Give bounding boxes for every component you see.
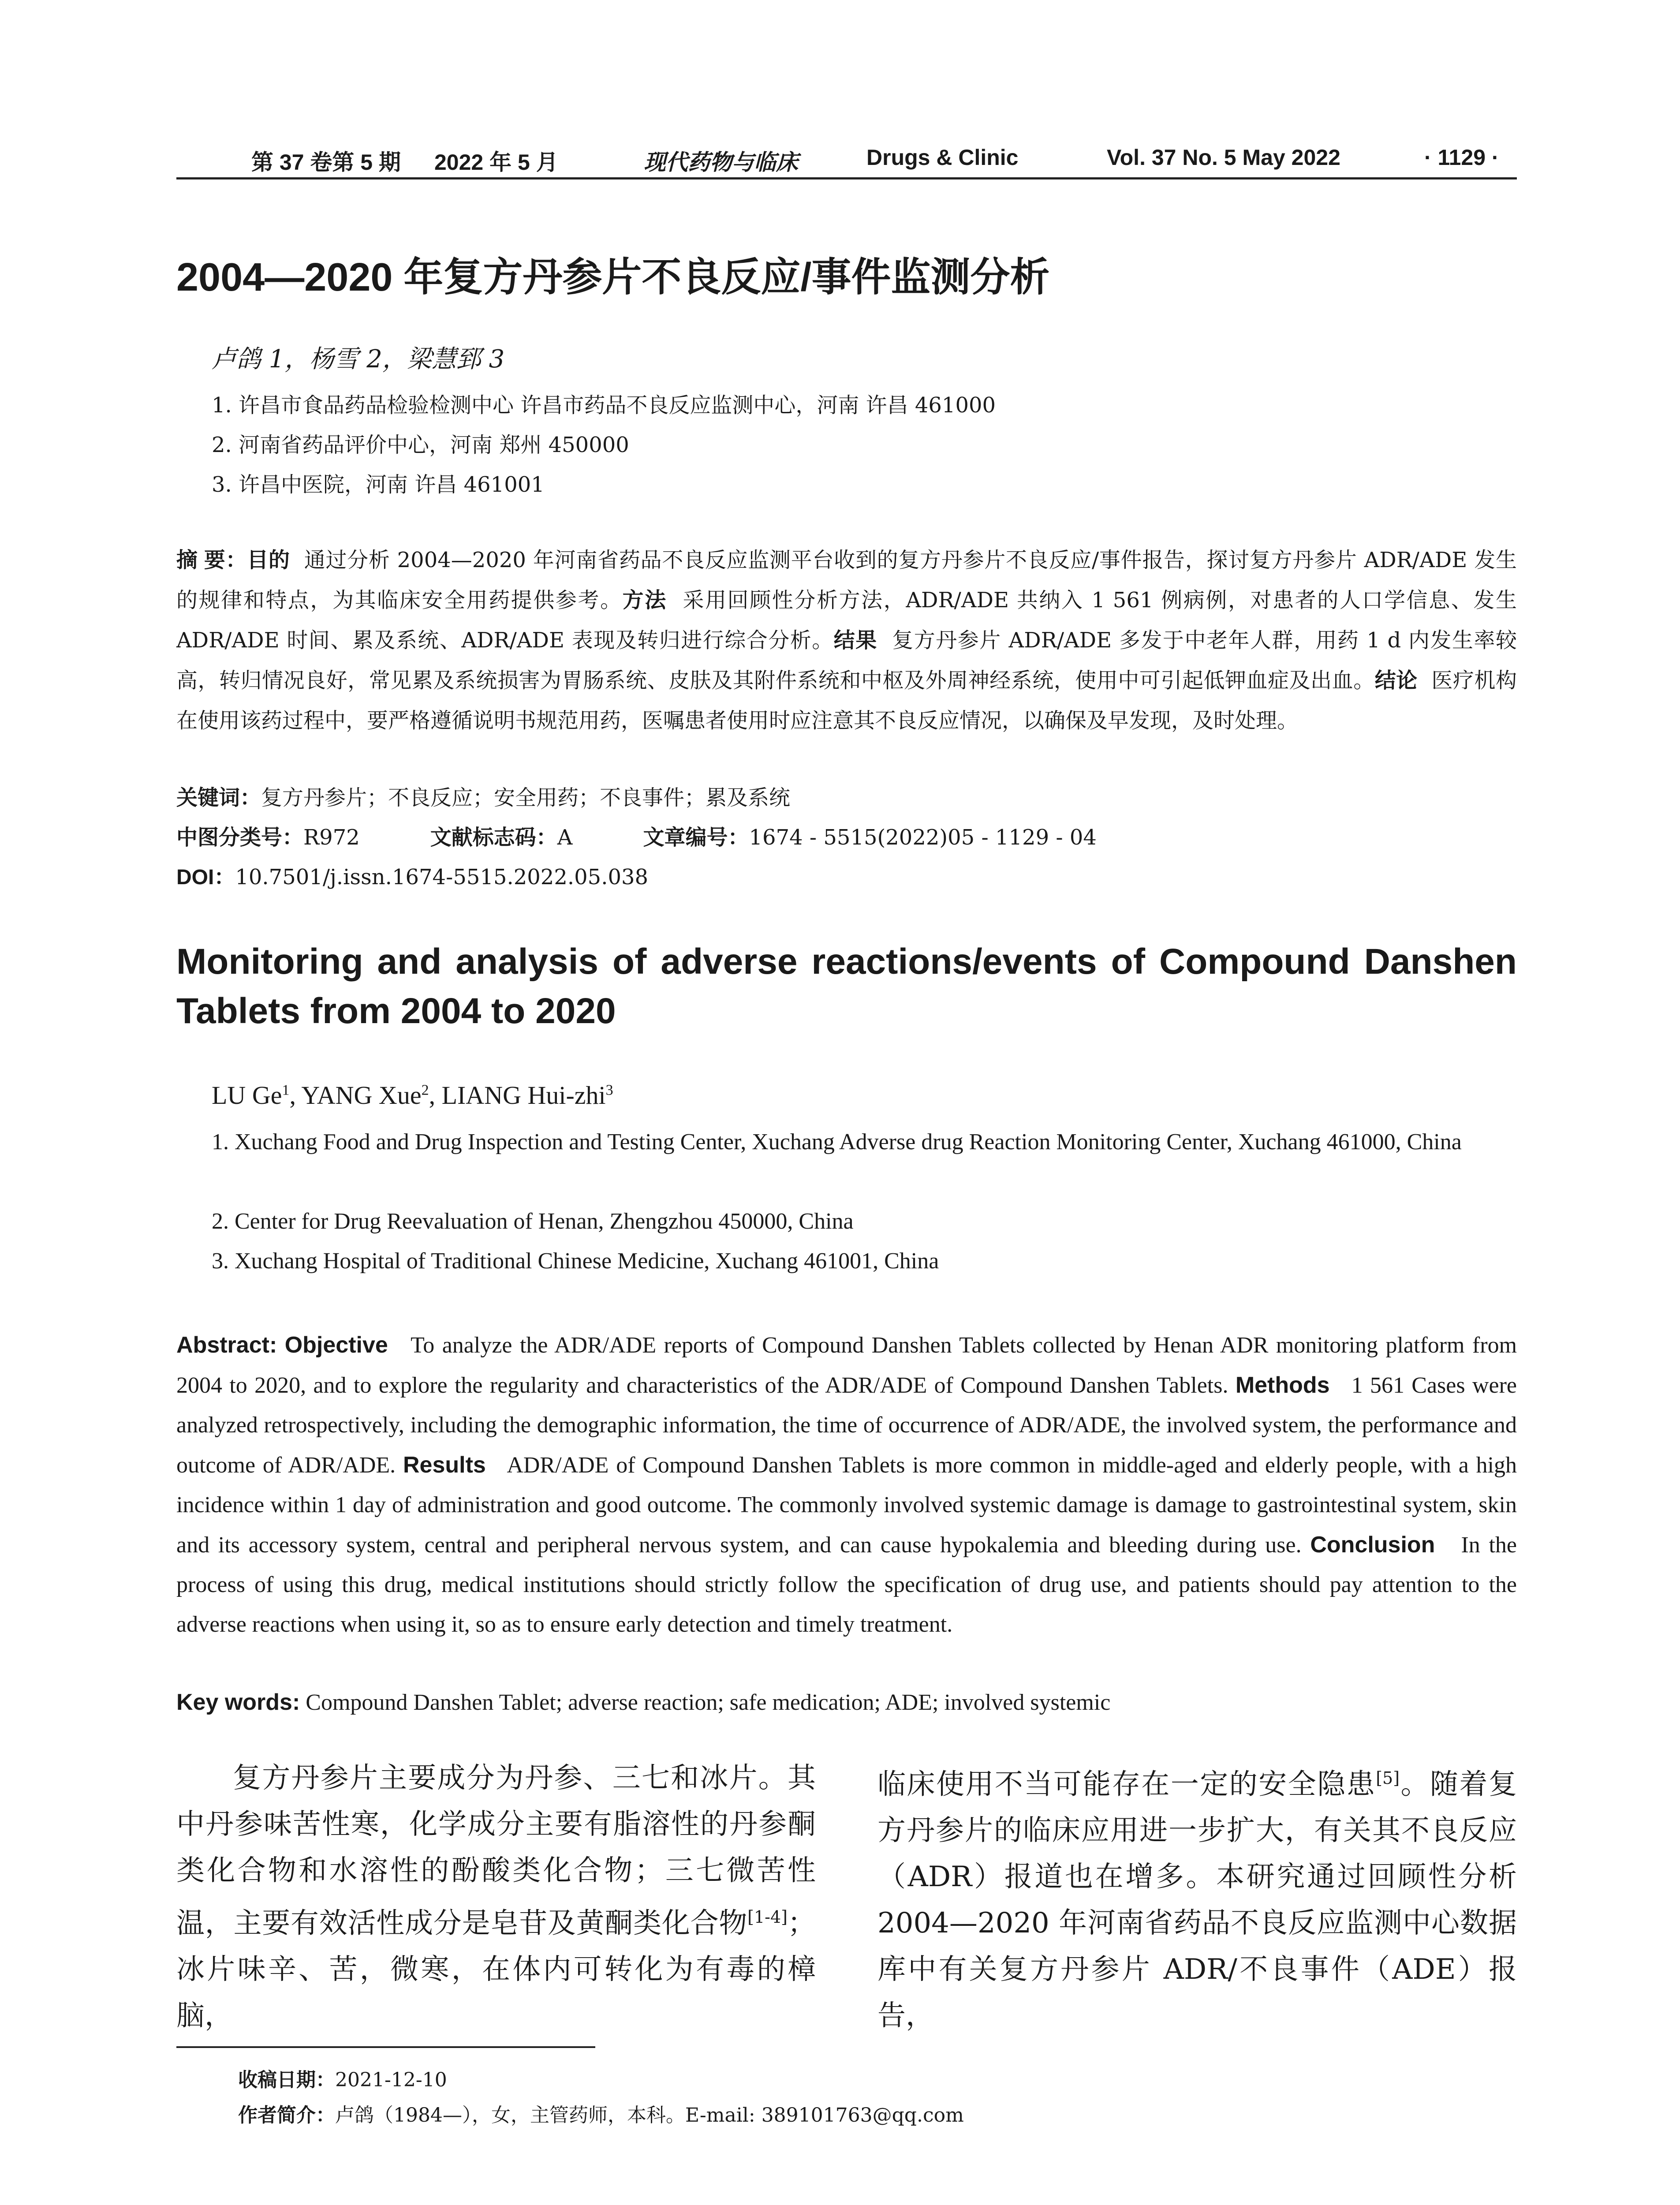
footnote-rule xyxy=(176,2046,595,2048)
author-bio-label: 作者简介： xyxy=(238,2104,335,2126)
running-header xyxy=(176,140,1517,180)
abstract-cn-results: 复方丹参片 ADR/ADE 多发于中老年人群，用药 1 d 内发生率较高，转归情况良好，常见累及系统损害为胃肠系统、皮肤及其附件系统和中枢及外周神经系统，使用中可引起低钾血症及出血。 xyxy=(176,628,1517,693)
abstract-en-results-label: Results xyxy=(403,1452,486,1478)
author-en-1-sup: 1 xyxy=(282,1082,290,1099)
doi-value[interactable]: 10.7501/j.issn.1674-5515.2022.05.038 xyxy=(235,865,649,889)
abstract-cn-methods: 采用回顾性分析方法，ADR/ADE 共纳入 1 561 例病例，对患者的人口学信息、发生 ADR/ADE 时间、累及系统、ADR/ADE 表现及转归进行综合分析。 xyxy=(176,588,1517,653)
affiliation-en-1: 1. Xuchang Food and Drug Inspection and Testing Center, Xuchang Adverse drug Reaction Monitoring Center, Xuchang 461000, China xyxy=(212,1129,1462,1155)
article-number-value: 1674 - 5515(2022)05 - 1129 - 04 xyxy=(749,825,1097,850)
footnote-received xyxy=(238,2064,447,2092)
abstract-cn-objective-label: 目的 xyxy=(247,549,290,572)
header-volume-issue-cn: 第 37 卷第 5 期 xyxy=(251,150,401,175)
keywords-en-text: Compound Danshen Tablet; adverse reaction; safe medication; ADE; involved systemic xyxy=(306,1690,1111,1715)
abstract-en-label: Abstract: xyxy=(176,1332,277,1358)
author-en-3-sup: 3 xyxy=(605,1082,613,1099)
body-left-citation: [1-4] xyxy=(747,1907,788,1927)
affiliation-cn-1: 1. 许昌市食品药品检验检测中心 许昌市药品不良反应监测中心，河南 许昌 461000 xyxy=(212,393,996,418)
authors-en: LU Ge$^1$, YANG Xue$^2$, LIANG Hui-zhi$^3$ xyxy=(212,1081,613,1110)
body-right-citation: [5] xyxy=(1376,1768,1400,1788)
abstract-cn-objective: 通过分析 2004—2020 年河南省药品不良反应监测平台收到的复方丹参片不良反应/事件报告，探讨复方丹参片 ADR/ADE 发生的规律和特点，为其临床安全用药提供参考。 xyxy=(176,548,1517,613)
keywords-cn xyxy=(176,781,790,811)
received-label: 收稿日期： xyxy=(238,2069,335,2091)
body-left-text-2: ；冰片味辛、苦，微寒，在体内可转化为有毒的樟脑， xyxy=(176,1907,816,2033)
body-right-text-2: 。随着复方丹参片的临床应用进一步扩大，有关其不良反应（ADR）报道也在增多。本研究通过回顾性分析 2004—2020 年河南省药品不良反应监测中心数据库中有关复方丹参片 ADR/不良事件（ADE）报告， xyxy=(877,1768,1517,2033)
author-en-2-sup: 2 xyxy=(421,1082,429,1099)
abstract-cn-label: 摘 要： xyxy=(176,549,247,572)
doi-line xyxy=(176,860,648,890)
affiliation-en-2: 2. Center for Drug Reevaluation of Henan, Zhengzhou 450000, China xyxy=(212,1209,854,1234)
author-en-2: YANG Xue xyxy=(301,1081,422,1110)
article-number-label: 文章编号： xyxy=(643,826,749,849)
author-en-3: LIANG Hui-zhi xyxy=(441,1081,606,1110)
header-volume-issue-en: Vol. 37 No. 5 May 2022 xyxy=(1107,145,1340,170)
abstract-cn-results-label: 结果 xyxy=(833,629,877,652)
affiliation-en-3: 3. Xuchang Hospital of Traditional Chinese Medicine, Xuchang 461001, China xyxy=(212,1248,939,1274)
body-right-text: 临床使用不当可能存在一定的安全隐患 xyxy=(877,1768,1376,1801)
abstract-cn-methods-label: 方法 xyxy=(622,589,667,612)
abstract-cn-conclusion-label: 结论 xyxy=(1374,669,1418,692)
abstract-en-methods: 1 561 Cases were analyzed retrospectively, including the demographic information, the time of occurrence of ADR/ADE, the involved system, the performance and outcome of ADR/ADE. xyxy=(176,1373,1517,1478)
body-column-left xyxy=(176,1755,816,2039)
abstract-en-conclusion-label: Conclusion xyxy=(1310,1532,1435,1558)
body-left-text: 复方丹参片主要成分为丹参、三七和冰片。其中丹参味苦性寒，化学成分主要有脂溶性的丹参酮类化合物和水溶性的酚酸类化合物；三七微苦性温，主要有效活性成分是皂苷及黄酮类化合物 xyxy=(176,1762,816,1940)
received-date: 2021-12-10 xyxy=(335,2069,447,2091)
doc-code-label: 文献标志码： xyxy=(430,826,557,849)
keywords-en-label: Key words: xyxy=(176,1689,300,1715)
abstract-en-methods-label: Methods xyxy=(1235,1372,1330,1398)
classification-line xyxy=(176,820,1097,851)
header-date-cn: 2022 年 5 月 xyxy=(434,150,558,175)
keywords-en xyxy=(176,1682,1517,1723)
title-cn: 2004—2020 年复方丹参片不良反应/事件监测分析 xyxy=(176,255,1050,299)
affiliation-cn-3: 3. 许昌中医院，河南 许昌 461001 xyxy=(212,472,545,497)
authors-cn: 卢鸽 1，杨雪 2，梁慧郅 3 xyxy=(212,345,505,374)
abstract-en-objective: To analyze the ADR/ADE reports of Compound Danshen Tablets collected by Henan ADR monitoring platform from 2004 to 2020, and to explore the regularity and characteristics of the ADR/ADE of Compound Danshen Tablets. xyxy=(176,1333,1517,1398)
author-en-1: LU Ge xyxy=(212,1081,282,1110)
abstract-en-objective-label: Objective xyxy=(284,1332,388,1358)
abstract-cn-conclusion: 医疗机构在使用该药过程中，要严格遵循说明书规范用药，医嘱患者使用时应注意其不良反应情况，以确保及早发现，及时处理。 xyxy=(176,668,1517,733)
affiliation-cn-2: 2. 河南省药品评价中心，河南 郑州 450000 xyxy=(212,433,629,457)
doi-label: DOI： xyxy=(176,866,235,889)
header-rule xyxy=(176,177,1517,179)
keywords-cn-label: 关键词： xyxy=(176,786,261,810)
clc-label: 中图分类号： xyxy=(176,826,304,849)
author-bio: 卢鸽（1984—），女，主管药师，本科。E-mail: 389101763@qq.com xyxy=(335,2104,964,2127)
footnote-author xyxy=(238,2099,964,2127)
title-en: Monitoring and analysis of adverse reactions/events of Compound Danshen Tablets from 2004 to 2020 xyxy=(176,942,1517,1031)
abstract-en-conclusion: In the process of using this drug, medical institutions should strictly follow the specification of drug use, and patients should pay attention to the adverse reactions when using it, so as to ensure early detection and timely treatment. xyxy=(176,1532,1517,1637)
clc-value: R972 xyxy=(303,825,360,850)
abstract-en-results: ADR/ADE of Compound Danshen Tablets is more common in middle-aged and elderly people, with a high incidence within 1 day of administration and good outcome. The commonly involved systemic damage is damage to gastrointestinal system, skin and its accessory system, central and peripheral nervous system, and can cause hypokalemia and bleeding during use. xyxy=(176,1453,1517,1558)
header-page-number: · 1129 · xyxy=(1424,145,1499,170)
keywords-cn-text: 复方丹参片；不良反应；安全用药；不良事件；累及系统 xyxy=(261,785,791,810)
header-journal-en: Drugs & Clinic xyxy=(866,145,1019,170)
abstract-cn xyxy=(176,540,1517,740)
body-column-right xyxy=(877,1755,1517,2039)
abstract-en xyxy=(176,1325,1517,1644)
header-journal-cn: 现代药物与临床 xyxy=(644,150,798,175)
doc-code-value: A xyxy=(557,825,573,850)
